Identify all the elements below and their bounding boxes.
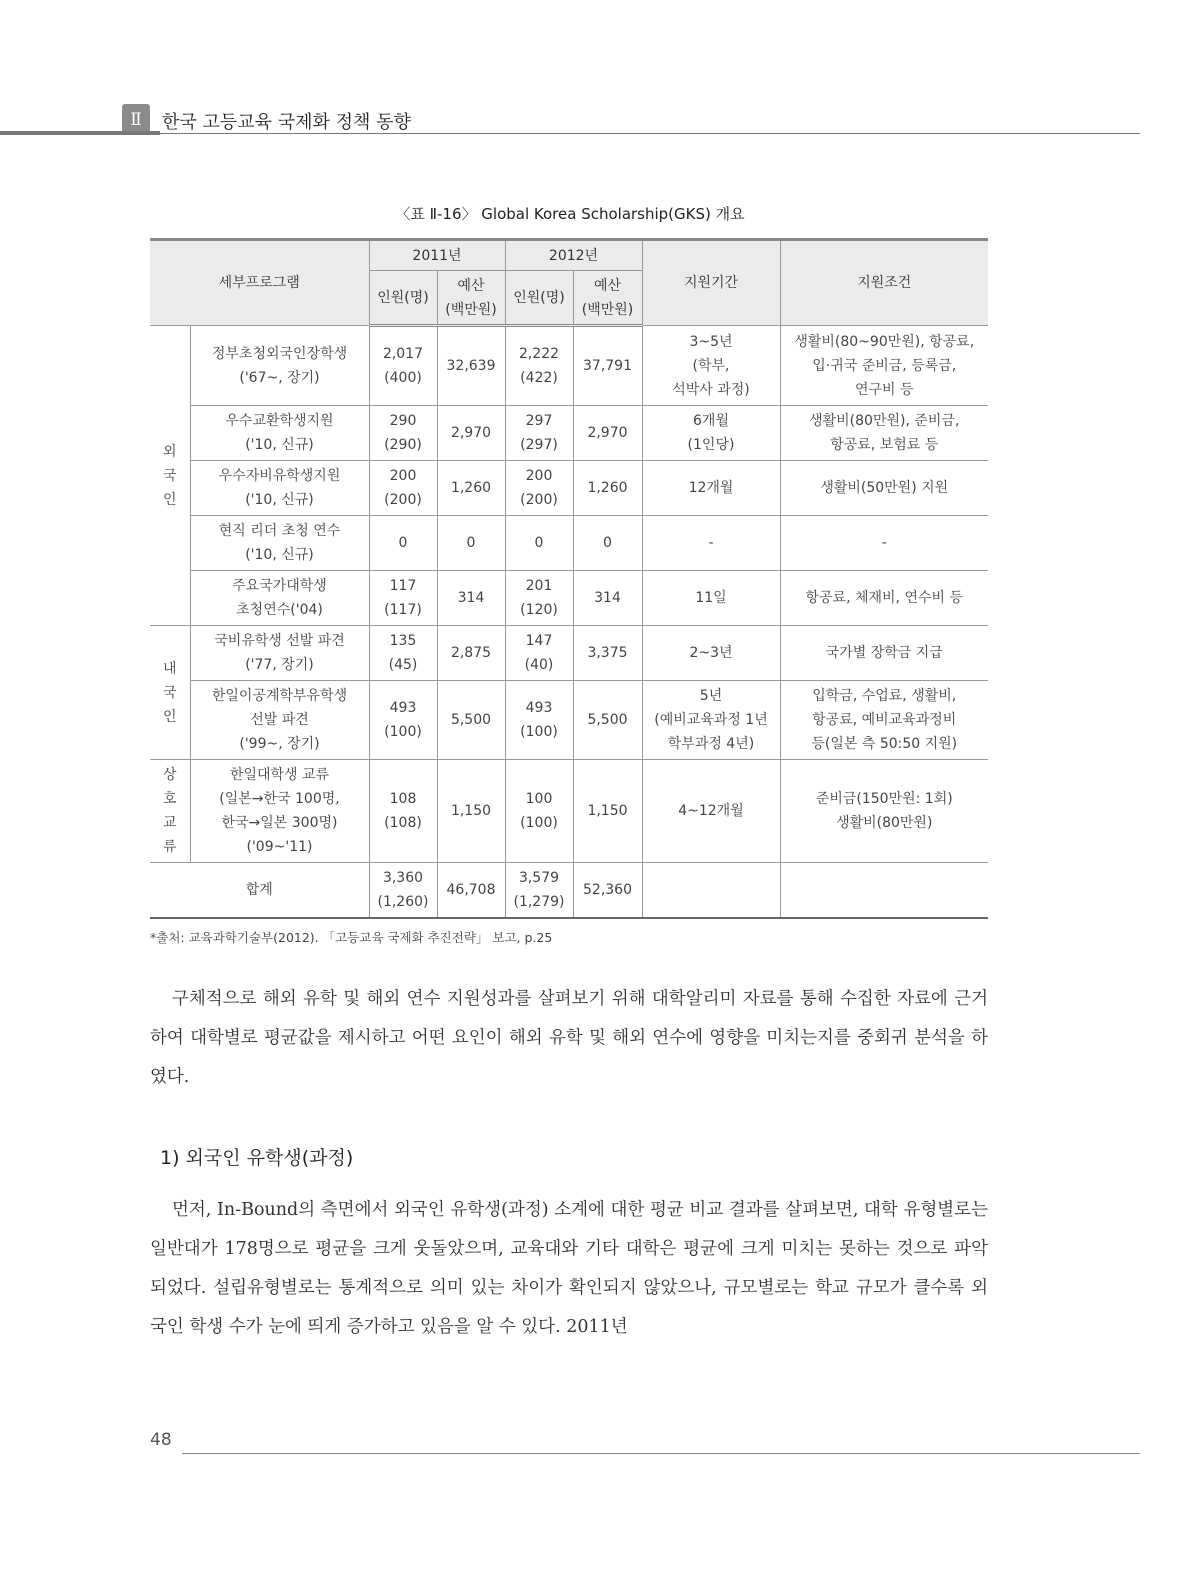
cell-people-2011: 200 (200): [369, 461, 437, 516]
header-period: 지원기간: [642, 240, 780, 326]
cell-budget-2011: 0: [437, 516, 505, 571]
cell-people-2011: 135 (45): [369, 626, 437, 681]
header-rule: [0, 133, 1140, 134]
table-row: [150, 516, 988, 571]
header-budget-2012: 예산 (백만원): [573, 271, 642, 326]
table-row: [150, 461, 988, 516]
cell-budget-2012: 1,150: [573, 760, 642, 863]
cell-people-2012: 493 (100): [505, 681, 573, 760]
table-row: [150, 681, 988, 760]
cell-condition: 준비금(150만원: 1회) 생활비(80만원): [780, 760, 988, 863]
cell-condition: 국가별 장학금 지급: [780, 626, 988, 681]
header-people-2011: 인원(명): [369, 271, 437, 326]
group-foreign: 외 국 인: [150, 326, 190, 626]
gks-table: [150, 238, 988, 919]
page-number: 48: [150, 1430, 172, 1450]
cell-people-2012: 147 (40): [505, 626, 573, 681]
cell-period: 6개월 (1인당): [642, 406, 780, 461]
cell-period: 12개월: [642, 461, 780, 516]
table-row: [150, 626, 988, 681]
cell-program: 우수자비유학생지원 ('10, 신규): [190, 461, 369, 516]
total-budget-2011: 46,708: [437, 863, 505, 918]
cell-program: 현직 리더 초청 연수 ('10, 신규): [190, 516, 369, 571]
table-row: [150, 571, 988, 626]
total-people-2011: 3,360 (1,260): [369, 863, 437, 918]
cell-program: 정부초청외국인장학생 ('67~, 장기): [190, 326, 369, 406]
cell-people-2012: 100 (100): [505, 760, 573, 863]
cell-budget-2012: 37,791: [573, 326, 642, 406]
cell-people-2011: 0: [369, 516, 437, 571]
paragraph-2: 먼저, In-Bound의 측면에서 외국인 유학생(과정) 소계에 대한 평균 비교 결과를 살펴보면, 대학 유형별로는 일반대가 178명으로 평균을 크게 웃돌았으며, 교육대와 기타 대학은 평균에 크게 미치는 못하는 것으로 파악되었다. 설립유형별로는 통계적으로 의미 있는 차이가 확인되지 않았으나, 규모별로는 학교 규모가 클수록 외국인 학생 수가 눈에 띄게 증가하고 있음을 알 수 있다. 2011년: [150, 1200, 988, 1337]
cell-budget-2011: 2,875: [437, 626, 505, 681]
cell-people-2012: 201 (120): [505, 571, 573, 626]
header-condition: 지원조건: [780, 240, 988, 326]
cell-period: 3~5년 (학부, 석박사 과정): [642, 326, 780, 406]
cell-budget-2011: 314: [437, 571, 505, 626]
cell-budget-2011: 1,260: [437, 461, 505, 516]
cell-budget-2012: 3,375: [573, 626, 642, 681]
cell-budget-2012: 0: [573, 516, 642, 571]
cell-people-2011: 290 (290): [369, 406, 437, 461]
cell-budget-2012: 1,260: [573, 461, 642, 516]
cell-condition: 생활비(50만원) 지원: [780, 461, 988, 516]
table-caption: 〈표 Ⅱ-16〉 Global Korea Scholarship(GKS) 개요: [395, 205, 745, 223]
table-row: [150, 326, 988, 406]
header-2012: 2012년: [505, 240, 642, 271]
cell-program: 한일이공계학부유학생 선발 파견 ('99~, 장기): [190, 681, 369, 760]
cell-period: 2~3년: [642, 626, 780, 681]
cell-program: 한일대학생 교류 (일본→한국 100명, 한국→일본 300명) ('09~'11): [190, 760, 369, 863]
total-condition: [780, 863, 988, 918]
total-row: [150, 863, 988, 918]
cell-period: 5년 (예비교육과정 1년 학부과정 4년): [642, 681, 780, 760]
cell-period: -: [642, 516, 780, 571]
cell-people-2011: 117 (117): [369, 571, 437, 626]
cell-budget-2011: 32,639: [437, 326, 505, 406]
cell-budget-2011: 2,970: [437, 406, 505, 461]
cell-people-2012: 200 (200): [505, 461, 573, 516]
table-source: *출처: 교육과학기술부(2012). 「고등교육 국제화 추진전략」 보고, p.25: [150, 930, 553, 945]
cell-budget-2012: 314: [573, 571, 642, 626]
total-period: [642, 863, 780, 918]
header-program: 세부프로그램: [150, 240, 369, 326]
cell-condition: 입학금, 수업료, 생활비, 항공료, 예비교육과정비 등(일본 측 50:50 지원): [780, 681, 988, 760]
cell-people-2011: 108 (108): [369, 760, 437, 863]
group-domestic: 내 국 인: [150, 626, 190, 760]
cell-period: 4~12개월: [642, 760, 780, 863]
cell-people-2012: 297 (297): [505, 406, 573, 461]
cell-condition: 생활비(80만원), 준비금, 항공료, 보험료 등: [780, 406, 988, 461]
cell-budget-2011: 1,150: [437, 760, 505, 863]
table-row: [150, 406, 988, 461]
cell-budget-2012: 2,970: [573, 406, 642, 461]
total-people-2012: 3,579 (1,279): [505, 863, 573, 918]
footer-rule: [182, 1453, 1140, 1454]
cell-people-2011: 2,017 (400): [369, 326, 437, 406]
chapter-badge: Ⅱ: [122, 104, 150, 134]
cell-program: 국비유학생 선발 파견 ('77, 장기): [190, 626, 369, 681]
total-label: 합계: [150, 863, 369, 918]
running-header-title: 한국 고등교육 국제화 정책 동향: [162, 112, 411, 133]
cell-budget-2011: 5,500: [437, 681, 505, 760]
header-2011: 2011년: [369, 240, 505, 271]
cell-people-2011: 493 (100): [369, 681, 437, 760]
header-people-2012: 인원(명): [505, 271, 573, 326]
cell-people-2012: 0: [505, 516, 573, 571]
paragraph-1: 구체적으로 해외 유학 및 해외 연수 지원성과를 살펴보기 위해 대학알리미 자료를 통해 수집한 자료에 근거하여 대학별로 평균값을 제시하고 어떤 요인이 해외 유학 및 해외 연수에 영향을 미치는지를 중회귀 분석을 하였다.: [150, 989, 988, 1087]
cell-program: 주요국가대학생 초청연수('04): [190, 571, 369, 626]
cell-budget-2012: 5,500: [573, 681, 642, 760]
table-row: [150, 760, 988, 863]
cell-people-2012: 2,222 (422): [505, 326, 573, 406]
cell-condition: 생활비(80~90만원), 항공료, 입·귀국 준비금, 등록금, 연구비 등: [780, 326, 988, 406]
section-heading: 1) 외국인 유학생(과정): [160, 1147, 354, 1169]
total-budget-2012: 52,360: [573, 863, 642, 918]
cell-condition: -: [780, 516, 988, 571]
cell-condition: 항공료, 체재비, 연수비 등: [780, 571, 988, 626]
cell-period: 11일: [642, 571, 780, 626]
group-exchange: 상 호 교 류: [150, 760, 190, 863]
header-budget-2011: 예산 (백만원): [437, 271, 505, 326]
cell-program: 우수교환학생지원 ('10, 신규): [190, 406, 369, 461]
